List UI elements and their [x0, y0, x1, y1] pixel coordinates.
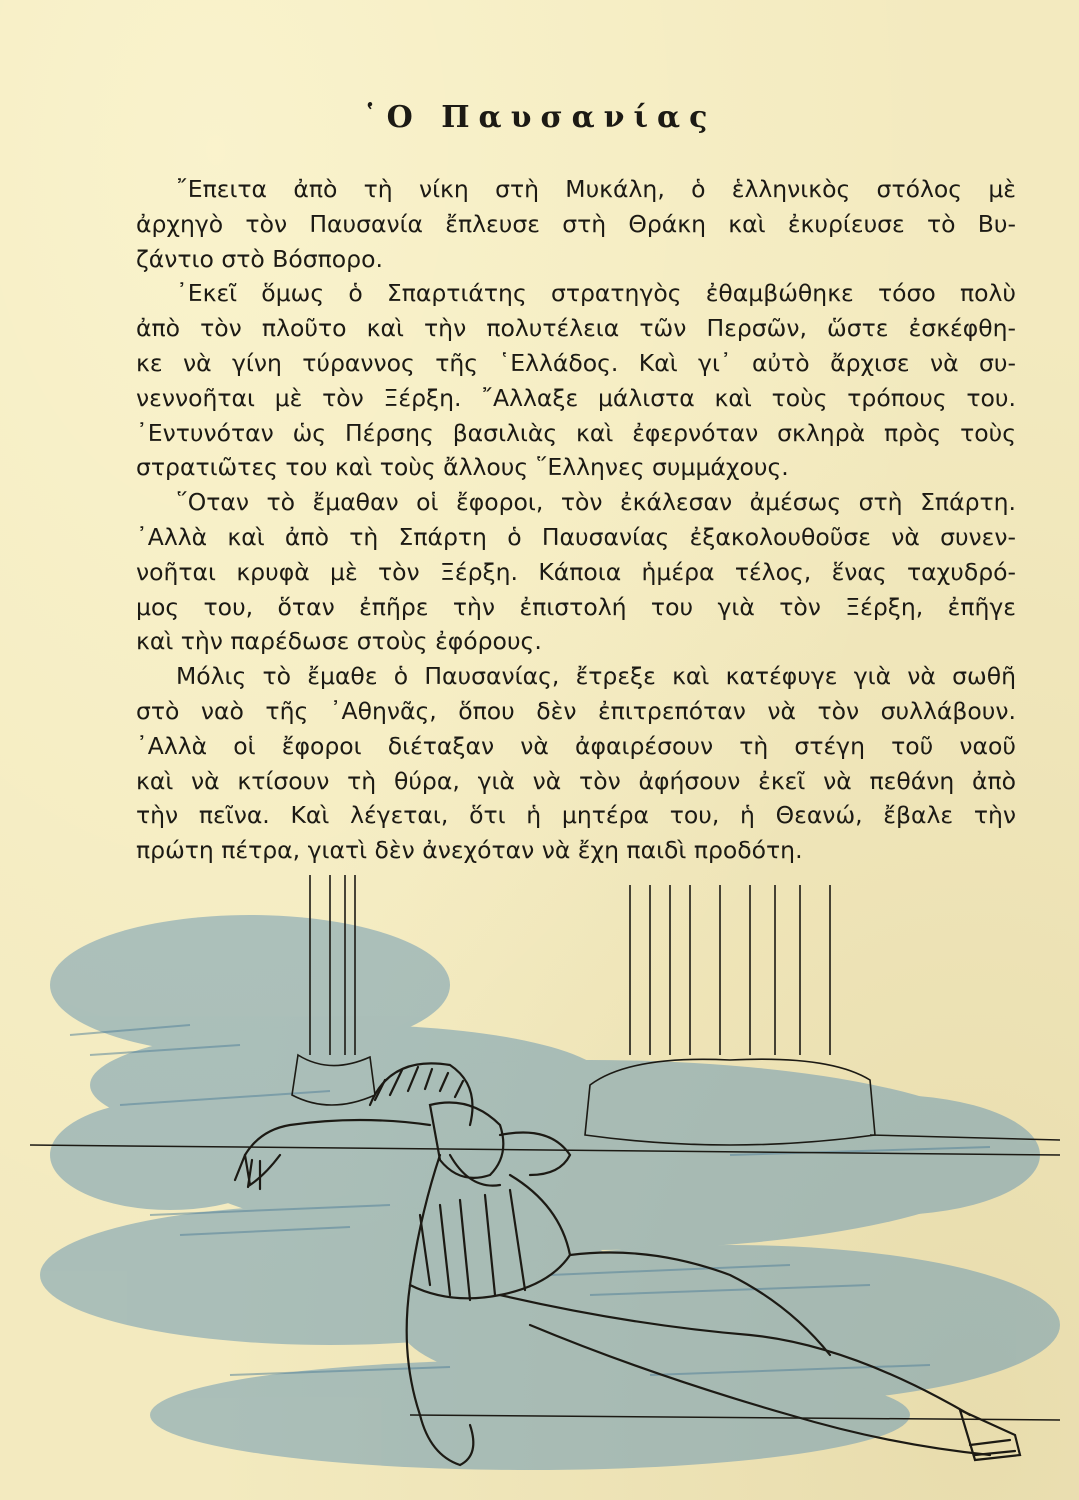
text-line: νοῆται κρυφὰ μὲ τὸν Ξέρξη. Κάποια ἡμέρα τέλος, ἕνας ταχυδρό-: [136, 557, 1016, 586]
text-line: τὴν πεῖνα. Καὶ λέγεται, ὅτι ἡ μητέρα του, ἡ Θεανώ, ἔβαλε τὴν: [136, 801, 1016, 830]
text-line: στρατιῶτες του καὶ τοὺς ἄλλους ῞Ελληνες συμμάχους.: [136, 453, 789, 482]
text-line: ζάντιο στὸ Βόσπορο.: [136, 244, 383, 273]
dying-warrior-illustration: [30, 855, 1060, 1495]
text-line: ῞Οταν τὸ ἔμαθαν οἱ ἔφοροι, τὸν ἐκάλεσαν ἀμέσως στὴ Σπάρτη.: [176, 488, 1016, 517]
text-line: ῎Επειτα ἀπὸ τὴ νίκη στὴ Μυκάλη, ὁ ἑλληνικὸς στόλος μὲ: [176, 175, 1016, 203]
text-line: Μόλις τὸ ἔμαθε ὁ Παυσανίας, ἔτρεξε καὶ κατέφυγε γιὰ νὰ σωθῆ: [176, 662, 1016, 691]
text-line: ᾿Εκεῖ ὅμως ὁ Σπαρτιάτης στρατηγὸς ἐθαμβώθηκε τόσο πολὺ: [176, 279, 1016, 308]
body-text: [136, 172, 1016, 868]
text-line: καὶ τὴν παρέδωσε στοὺς ἐφόρους.: [136, 627, 542, 656]
text-line: πρώτη πέτρα, γιατὶ δὲν ἀνεχόταν νὰ ἔχη παιδὶ προδότη.: [136, 836, 803, 865]
text-line: ἀρχηγὸ τὸν Παυσανία ἔπλευσε στὴ Θράκη καὶ ἐκυρίευσε τὸ Βυ-: [136, 209, 1016, 238]
text-line: καὶ νὰ κτίσουν τὴ θύρα, γιὰ νὰ τὸν ἀφήσουν ἐκεῖ νὰ πεθάνη ἀπὸ: [136, 766, 1016, 795]
page-title: ῾Ο Παυσανίας: [362, 100, 717, 135]
text-line: μος του, ὅταν ἐπῆρε τὴν ἐπιστολή του γιὰ τὸν Ξέρξη, ἐπῆγε: [136, 592, 1016, 621]
blue-wash: [40, 915, 1060, 1470]
text-line: κε νὰ γίνη τύραννος τῆς ῾Ελλάδος. Καὶ γι᾿ αὐτὸ ἄρχισε νὰ συ-: [136, 348, 1016, 377]
text-line: ἀπὸ τὸν πλοῦτο καὶ τὴν πολυτέλεια τῶν Περσῶν, ὥστε ἐσκέφθη-: [136, 314, 1016, 343]
text-line: στὸ ναὸ τῆς ᾿Αθηνᾶς, ὅπου δὲν ἐπιτρεπόταν νὰ τὸν συλλάβουν.: [136, 696, 1016, 725]
text-line: ᾿Αλλὰ καὶ ἀπὸ τὴ Σπάρτη ὁ Παυσανίας ἐξακολουθοῦσε νὰ συνεν-: [136, 522, 1016, 551]
text-line: νεννοῆται μὲ τὸν Ξέρξη. ῎Αλλαξε μάλιστα καὶ τοὺς τρόπους του.: [136, 383, 1016, 412]
text-line: ᾿Εντυνόταν ὡς Πέρσης βασιλιὰς καὶ ἐφερνόταν σκληρὰ πρὸς τοὺς: [136, 418, 1016, 447]
text-line: ᾿Αλλὰ οἱ ἔφοροι διέταξαν νὰ ἀφαιρέσουν τὴ στέγη τοῦ ναοῦ: [136, 731, 1016, 760]
